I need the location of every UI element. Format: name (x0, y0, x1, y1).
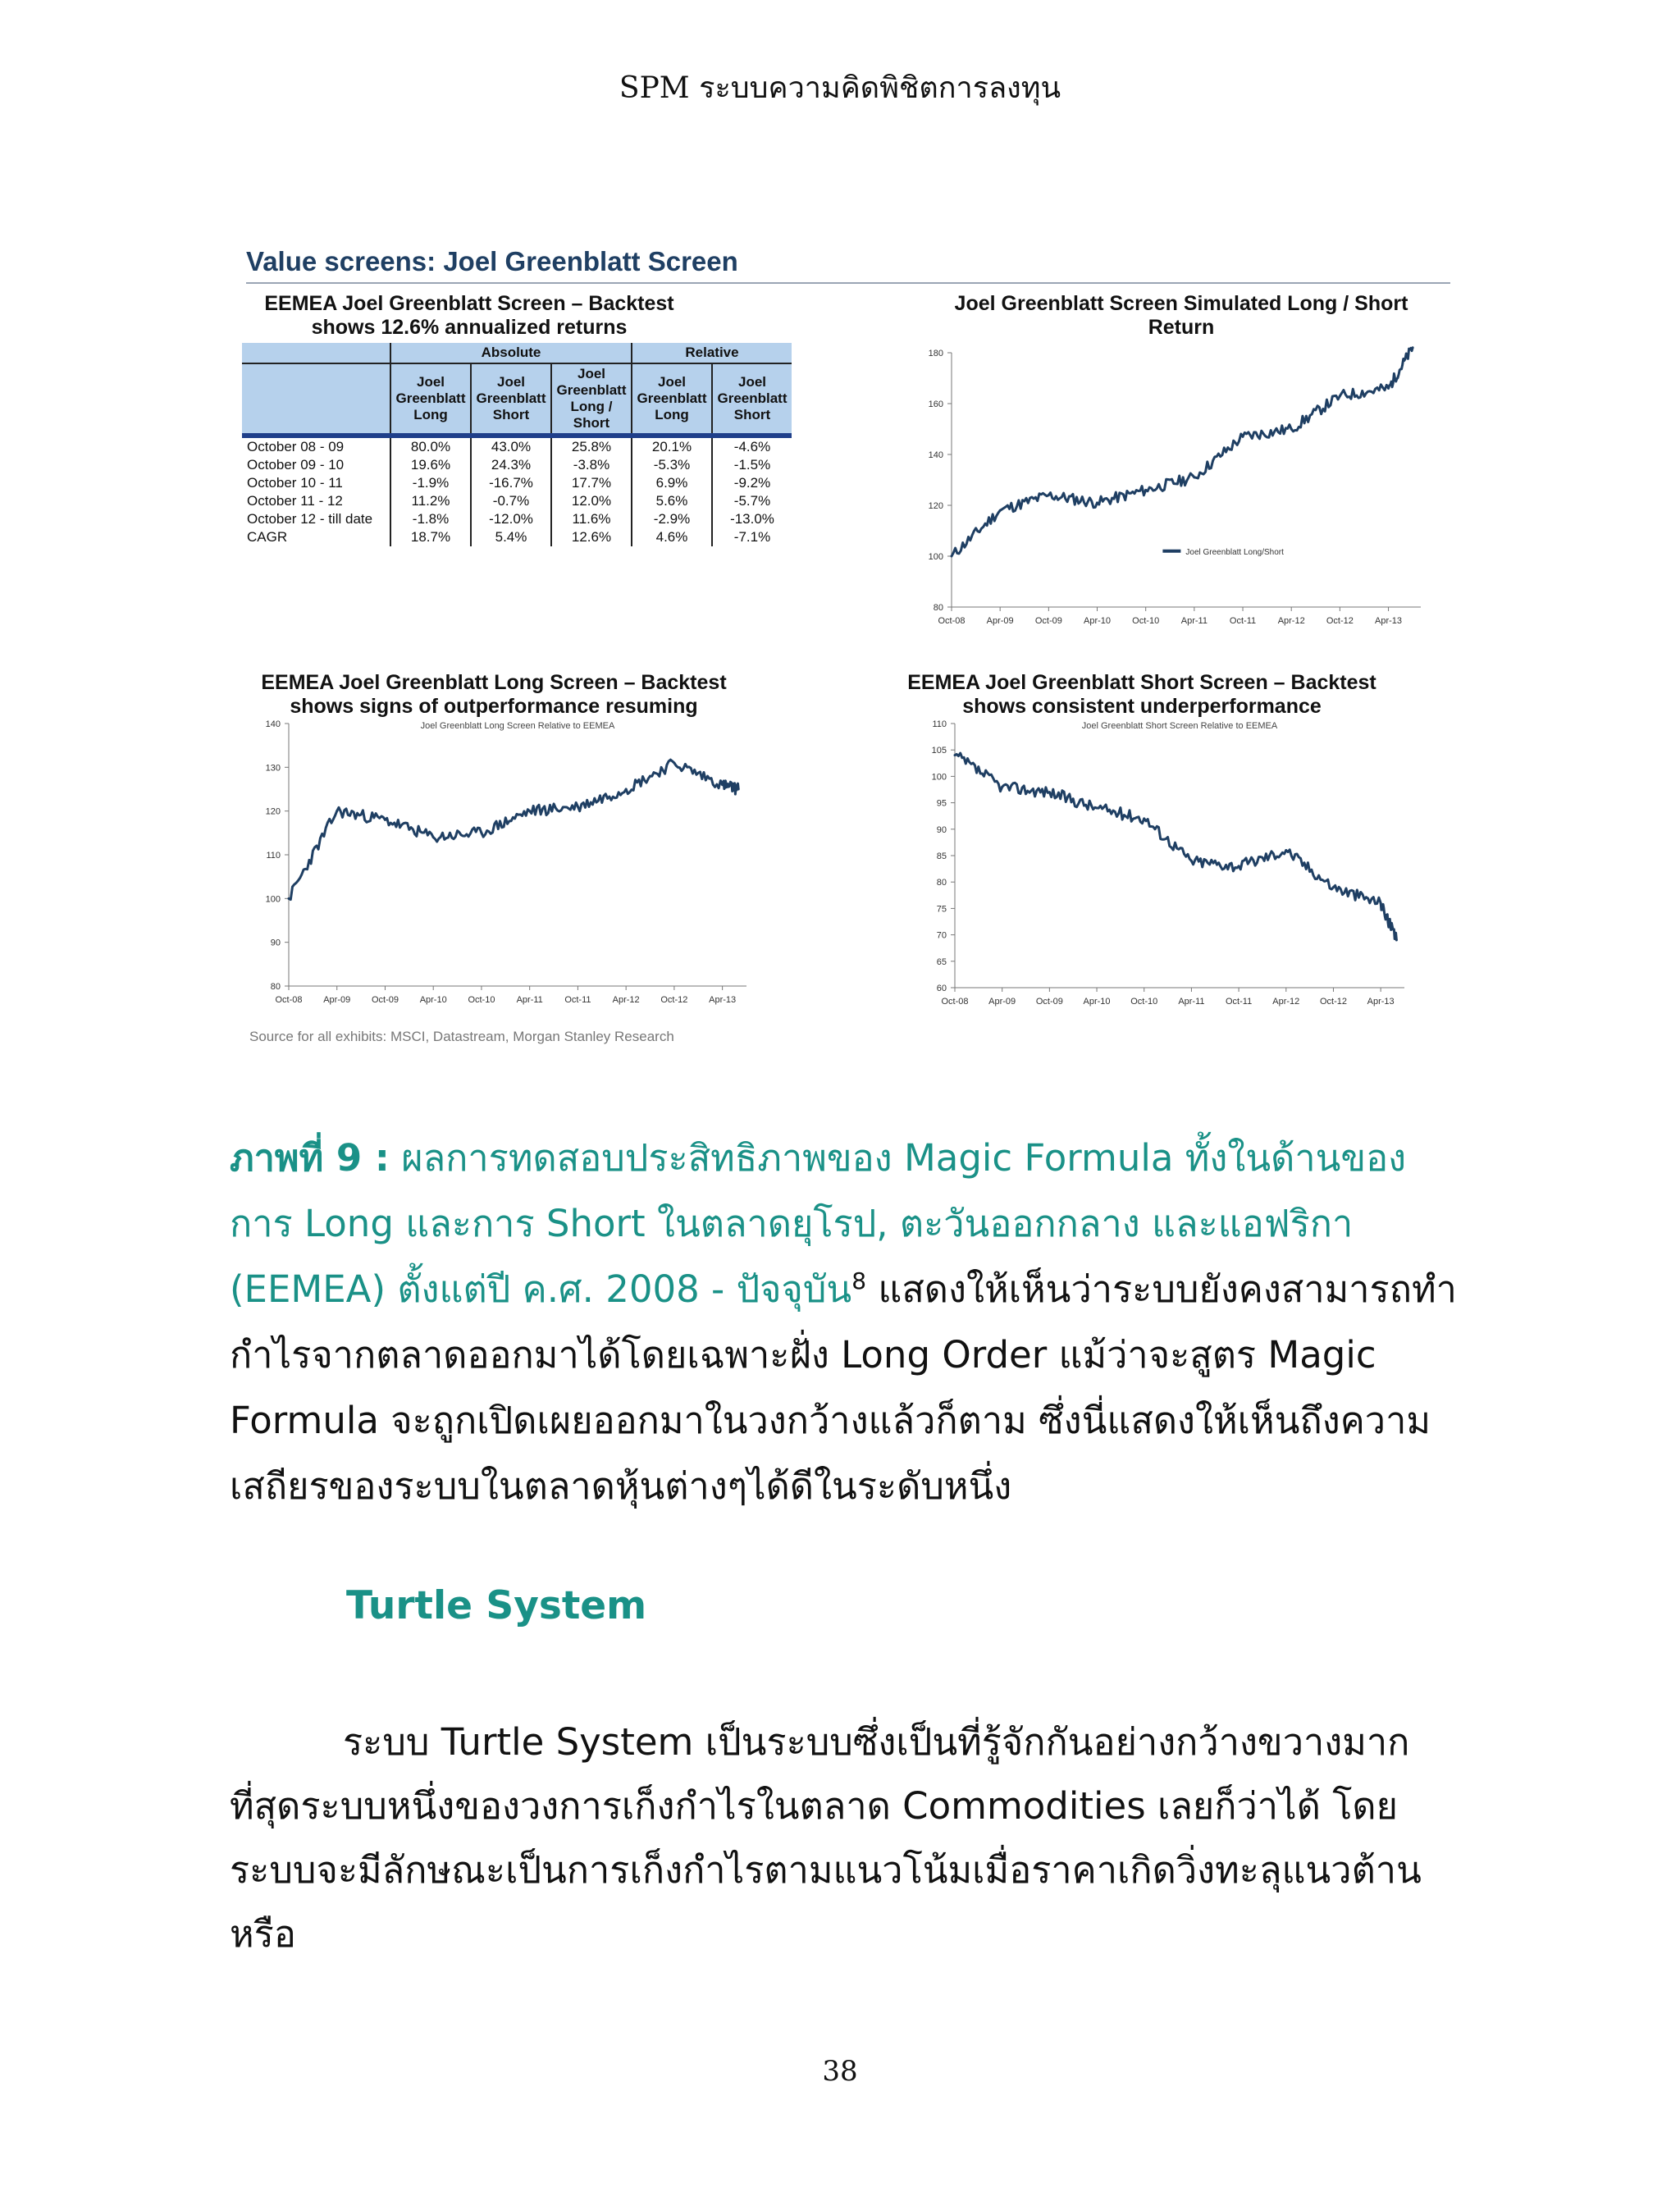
section-paragraph (230, 1710, 1477, 1966)
table-row (242, 456, 792, 474)
table-body (242, 433, 792, 546)
data-point (288, 897, 290, 900)
y-tick-label: 60 (936, 984, 947, 993)
x-tick-label: Oct-09 (1034, 616, 1062, 626)
column-header-1 (471, 363, 551, 433)
data-point (1193, 476, 1195, 478)
panel1-title-line2: shows 12.6% annualized returns (311, 316, 628, 339)
table-cell: 11.6% (551, 510, 632, 528)
x-tick-label: Oct-08 (275, 995, 303, 1005)
x-tick-label: Oct-10 (1130, 997, 1158, 1007)
table-cell: 5.4% (471, 528, 551, 546)
data-point (1285, 849, 1287, 852)
data-point (1387, 387, 1390, 390)
panel3-title-line1: EEMEA Joel Greenblatt Long Screen – Backtest (261, 671, 727, 694)
x-tick-label: Apr-10 (419, 995, 447, 1005)
table-cell: 19.6% (390, 456, 471, 474)
caption-teal-text: ผลการทดสอบประสิทธิภาพของ Magic Formula ทั้งในด้านของการ Long และการ Short ในตลาดยุโรป, ตะวันออกกลาง และแอฟริกา (EEMEA) ตั้งแต่ปี ค.ศ. 2008 - ปัจจุบัน (230, 1136, 1407, 1311)
x-tick-label: Oct-12 (1319, 997, 1347, 1007)
row-label: October 09 - 10 (247, 457, 345, 473)
y-tick-label: 85 (936, 852, 947, 861)
panel4-title-line1: EEMEA Joel Greenblatt Short Screen – Backtest (907, 671, 1376, 694)
table-cell: -16.7% (471, 474, 551, 492)
table-cell: 6.9% (632, 474, 712, 492)
table-cell: 17.7% (551, 474, 632, 492)
table-corner (242, 343, 390, 363)
table-cell: -7.1% (712, 528, 792, 546)
panel3-title (248, 671, 740, 719)
y-tick-label: 110 (932, 719, 947, 729)
table-cell: -2.9% (632, 510, 712, 528)
panel1-title-line1: EEMEA Joel Greenblatt Screen – Backtest (264, 292, 674, 315)
data-point (1001, 786, 1003, 788)
y-tick-label: 140 (265, 719, 281, 729)
x-tick-label: Oct-11 (1226, 997, 1253, 1007)
x-tick-label: Apr-13 (1367, 997, 1395, 1007)
backtest-table (242, 343, 792, 546)
data-point (1048, 494, 1050, 496)
y-tick-label: 80 (936, 878, 947, 888)
x-tick-label: Oct-09 (371, 995, 399, 1005)
y-tick-label: 80 (933, 603, 943, 613)
table-cell: 11.2% (390, 492, 471, 510)
x-tick-label: Apr-12 (1277, 616, 1305, 626)
data-point (1412, 346, 1414, 349)
column-header-line: Joel (496, 374, 526, 390)
caption-footnote: 8 (851, 1267, 867, 1294)
column-header-line: Short (573, 415, 610, 431)
x-tick-label: Oct-12 (660, 995, 688, 1005)
table-cell: -3.8% (551, 456, 632, 474)
data-point (951, 555, 953, 558)
y-tick-label: 90 (936, 824, 947, 835)
table-cell: 25.8% (551, 438, 632, 456)
y-tick-label: 100 (931, 772, 947, 783)
data-point (577, 806, 579, 808)
x-tick-label: Apr-13 (1375, 616, 1403, 626)
column-header-line: Greenblatt (556, 382, 627, 398)
column-header-line: Joel (737, 374, 767, 390)
figure-caption (230, 1125, 1460, 1519)
panel2-title (911, 292, 1452, 340)
table-cell: 80.0% (390, 438, 471, 456)
column-header-line: Long (413, 407, 448, 422)
series-line (289, 760, 738, 900)
column-header-0 (390, 363, 471, 433)
x-tick-label: Apr-09 (323, 995, 351, 1005)
figure-value-screens (240, 240, 1454, 1068)
column-header-line: Long (655, 407, 689, 422)
y-tick-label: 95 (936, 798, 947, 809)
panel4-title-line2: shows consistent underperformance (962, 695, 1322, 718)
y-tick-label: 80 (270, 982, 281, 992)
y-tick-label: 100 (928, 552, 943, 562)
data-point (625, 788, 628, 791)
data-point (954, 754, 956, 756)
x-tick-label: Apr-11 (516, 995, 543, 1005)
panel4-title (896, 671, 1388, 719)
data-point (336, 810, 338, 812)
x-tick-label: Apr-10 (1084, 616, 1112, 626)
y-tick-label: 90 (270, 938, 281, 948)
x-tick-label: Apr-09 (986, 616, 1014, 626)
panel1-title (240, 292, 699, 340)
row-label: October 10 - 11 (247, 475, 343, 491)
table-cell: 4.6% (632, 528, 712, 546)
table-cell: -12.0% (471, 510, 551, 528)
y-tick-label: 130 (265, 763, 281, 774)
table-row (242, 528, 792, 546)
column-header-2 (551, 363, 632, 433)
y-tick-label: 110 (266, 851, 281, 861)
column-header-row (242, 363, 792, 433)
figure-source: Source for all exhibits: MSCI, Datastream, Morgan Stanley Research (249, 1029, 674, 1044)
column-header-line: Joel (577, 366, 606, 381)
table-cell: -5.7% (712, 492, 792, 510)
y-tick-label: 75 (936, 904, 947, 915)
column-header-line: Short (733, 407, 771, 422)
table-row (242, 492, 792, 510)
long-short-chart (912, 345, 1454, 637)
column-header-line: Joel (416, 374, 445, 390)
column-header-4 (712, 363, 792, 433)
data-point (999, 509, 1002, 512)
x-tick-label: Apr-12 (612, 995, 640, 1005)
x-tick-label: Apr-11 (1180, 616, 1208, 626)
x-tick-label: Oct-08 (938, 616, 966, 626)
page-number: 38 (822, 2055, 858, 2088)
row-label: October 12 - till date (247, 511, 373, 527)
panel2-title-line1: Joel Greenblatt Screen Simulated Long / Short (954, 292, 1408, 315)
x-tick-label: Oct-09 (1035, 997, 1063, 1007)
data-point (1096, 501, 1098, 504)
data-point (737, 788, 740, 791)
data-point (721, 783, 724, 786)
column-header-3 (632, 363, 712, 433)
y-tick-label: 120 (928, 501, 943, 511)
data-point (1144, 489, 1147, 491)
row-label-header (242, 363, 390, 433)
group-absolute: Absolute (390, 343, 632, 363)
y-tick-label: 70 (936, 930, 947, 941)
paragraph-text: ระบบ Turtle System เป็นระบบซึ่งเป็นที่รู้จักกันอย่างกว้างขวางมากที่สุดระบบหนึ่งของวงการเก็งกำไรในตลาด Commodities เลยก็ว่าได้ โดยระบบจะมีลักษณะเป็นการเก็งกำไรตามแนวโน้มเมื่อราคาเกิดวิ่งทะลุแนวต้านหรือ (230, 1720, 1422, 1956)
table-row (242, 510, 792, 528)
data-point (1048, 791, 1051, 793)
data-point (1143, 817, 1145, 820)
chart-subtitle: Joel Greenblatt Short Screen Relative to EEMEA (1081, 721, 1278, 731)
y-tick-label: 180 (928, 349, 943, 358)
column-header-line: Long / (570, 399, 613, 414)
table-cell: 12.6% (551, 528, 632, 546)
table-cell: 12.0% (551, 492, 632, 510)
figure-title: Value screens: Joel Greenblatt Screen (246, 246, 738, 276)
table-cell: 20.1% (632, 438, 712, 456)
column-header-line: Greenblatt (637, 390, 707, 406)
figure-divider (246, 282, 1450, 284)
data-point (1380, 902, 1382, 904)
table-cell: -5.3% (632, 456, 712, 474)
column-header-line: Greenblatt (476, 390, 546, 406)
data-point (1339, 395, 1341, 397)
table-cell: 18.7% (390, 528, 471, 546)
x-tick-label: Apr-09 (988, 997, 1016, 1007)
panel2-title-line2: Return (1148, 316, 1215, 339)
data-point (1238, 865, 1240, 867)
data-point (528, 810, 531, 812)
row-label: October 08 - 09 (247, 439, 345, 454)
data-point (1242, 436, 1244, 438)
data-point (673, 762, 675, 765)
row-label: CAGR (247, 529, 288, 545)
table-cell: 43.0% (471, 438, 551, 456)
x-tick-label: Oct-11 (1229, 616, 1257, 626)
legend-label: Joel Greenblatt Long/Short (1185, 547, 1284, 557)
group-relative: Relative (632, 343, 792, 363)
section-heading: Turtle System (346, 1583, 647, 1628)
y-tick-label: 140 (928, 450, 943, 460)
table-cell: 24.3% (471, 456, 551, 474)
table-cell: -4.6% (712, 438, 792, 456)
long-screen-chart (246, 715, 771, 1019)
series-line (952, 348, 1413, 556)
table-row (242, 474, 792, 492)
y-tick-label: 120 (265, 806, 281, 817)
series-line (955, 753, 1396, 940)
x-tick-label: Oct-08 (941, 997, 969, 1007)
column-header-line: Short (492, 407, 530, 422)
panel3-title-line2: shows signs of outperformance resuming (290, 695, 698, 718)
table-cell: -9.2% (712, 474, 792, 492)
y-tick-label: 100 (265, 894, 281, 905)
column-header-line: Greenblatt (717, 390, 788, 406)
data-point (480, 832, 482, 834)
x-tick-label: Oct-10 (1132, 616, 1160, 626)
x-tick-label: Oct-10 (468, 995, 495, 1005)
table-cell: -1.9% (390, 474, 471, 492)
column-header-line: Joel (657, 374, 687, 390)
data-point (1332, 886, 1335, 888)
data-point (1290, 428, 1293, 431)
table-row (242, 438, 792, 456)
x-tick-label: Apr-13 (709, 995, 737, 1005)
table-cell: -13.0% (712, 510, 792, 528)
column-header-line: Greenblatt (395, 390, 466, 406)
caption-label: ภาพที่ 9 : (230, 1136, 390, 1180)
data-point (1190, 860, 1193, 862)
data-point (384, 819, 386, 821)
chart-subtitle: Joel Greenblatt Long Screen Relative to EEMEA (420, 721, 615, 731)
data-point (432, 836, 435, 838)
running-header: SPM ระบบความคิดพิชิตการลงทุน (619, 71, 1061, 105)
x-tick-label: Apr-10 (1083, 997, 1111, 1007)
data-point (1096, 807, 1098, 810)
table-cell: -1.8% (390, 510, 471, 528)
y-tick-label: 105 (931, 746, 947, 756)
table-cell: -0.7% (471, 492, 551, 510)
short-screen-chart (912, 715, 1437, 1019)
row-label: October 11 - 12 (247, 493, 343, 509)
y-tick-label: 160 (928, 400, 943, 409)
caption-rest: แสดงให้เห็นว่าระบบยังคงสามารถทำกำไรจากตลาดออกมาได้โดยเฉพาะฝั่ง Long Order แม้ว่าจะสูตร Magic Formula จะถูกเปิดเผยออกมาในวงกว้างแล้วก็ตาม ซึ่งนี่แสดงให้เห็นถึงความเสถียรของระบบในตลาดหุ้นต่างๆได้ดีในระดับหนึ่ง (230, 1267, 1457, 1508)
x-tick-label: Oct-12 (1326, 616, 1354, 626)
table-cell: 5.6% (632, 492, 712, 510)
x-tick-label: Oct-11 (564, 995, 591, 1005)
data-point (1395, 939, 1398, 942)
table-cell: -1.5% (712, 456, 792, 474)
y-tick-label: 65 (936, 957, 947, 967)
x-tick-label: Apr-11 (1178, 997, 1205, 1007)
x-tick-label: Apr-12 (1272, 997, 1300, 1007)
